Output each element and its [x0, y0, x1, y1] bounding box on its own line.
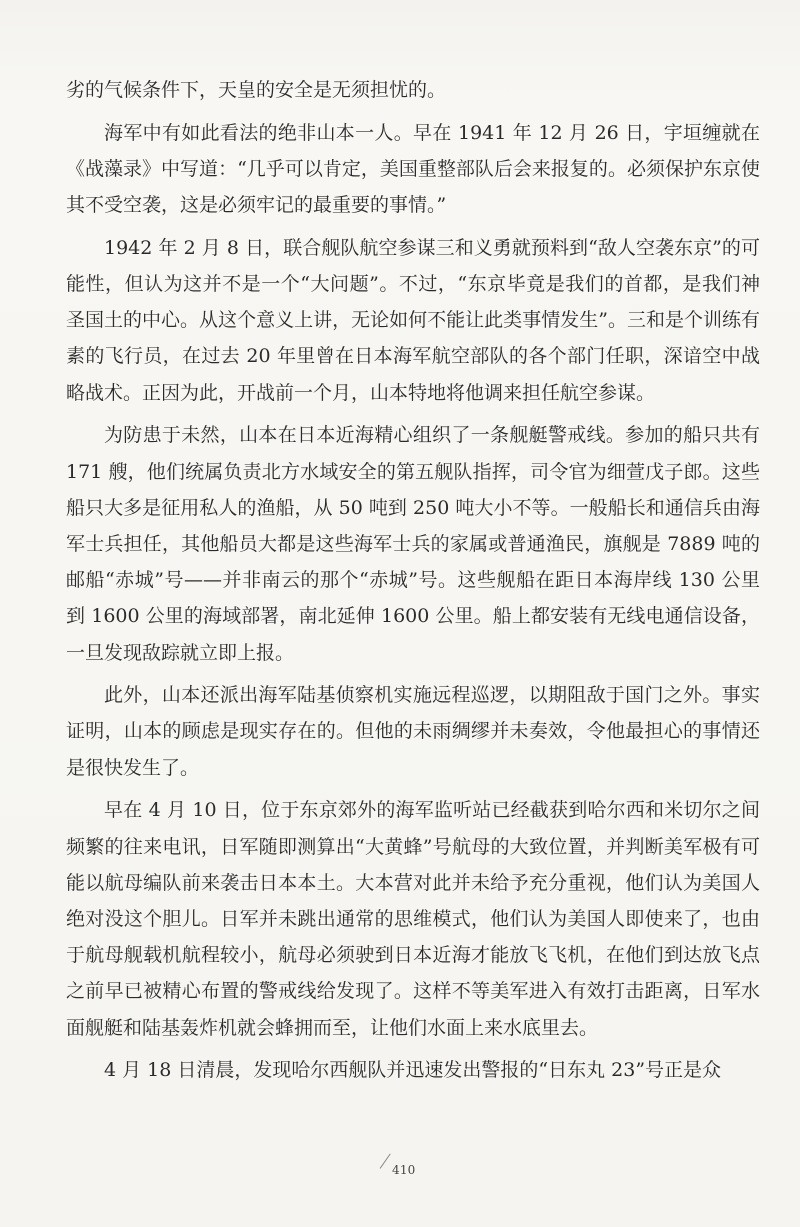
paragraph: 为防患于未然，山本在日本近海精心组织了一条舰艇警戒线。参加的船只共有 171 艘，他们统属负责北方水域安全的第五舰队指挥，司令官为细萱戊子郎。这些船只大多是征用私人的渔船，从 50 吨到 250 吨大小不等。一般船长和通信兵由海军士兵担任，其他船员大都是这些海军士兵的家属或普通渔民，旗舰是 7889 吨的邮船“赤城”号——并非南云的那个“赤城”号。这些舰船在距日本海岸线 130 公里到 1600 公里的海域部署，南北延伸 1600 公里。船上都安装有无线电通信设备，一旦发现敌踪就立即上报。 — [66, 424, 760, 664]
paragraph: 此外，山本还派出海军陆基侦察机实施远程巡逻，以期阻敌于国门之外。事实证明，山本的顾虑是现实存在的。但他的未雨绸缪并未奏效，令他最担心的事情还是很快发生了。 — [66, 684, 760, 779]
paragraph: 早在 4 月 10 日，位于东京郊外的海军监听站已经截获到哈尔西和米切尔之间频繁的往来电讯，日军随即测算出“大黄蜂”号航母的大致位置，并判断美军极有可能以航母编队前来袭击日本本土。大本营对此并未给予充分重视，他们认为美国人绝对没这个胆儿。日军并未跳出通常的思维模式，他们认为美国人即使来了，也由于航母舰载机航程较小，航母必须驶到日本近海才能放飞飞机，在他们到达放飞点之前早已被精心布置的警戒线给发现了。这样不等美军进入有效打击距离，日军水面舰艇和陆基轰炸机就会蜂拥而至，让他们水面上来水底里去。 — [66, 799, 760, 1039]
body-text — [66, 72, 760, 1095]
paragraph: 1942 年 2 月 8 日，联合舰队航空参谋三和义勇就预料到“敌人空袭东京”的可能性，但认为这并不是一个“大问题”。不过，“东京毕竟是我们的首都，是我们神圣国土的中心。从这个意义上讲，无论如何不能让此类事情发生”。三和是个训练有素的飞行员，在过去 20 年里曾在日本海军航空部队的各个部门任职，深谙空中战略战术。正因为此，开战前一个月，山本特地将他调来担任航空参谋。 — [66, 236, 760, 404]
paragraph: 4 月 18 日清晨，发现哈尔西舰队并迅速发出警报的“日东丸 23”号正是众 — [104, 1059, 722, 1082]
page-number: 410 — [392, 1163, 416, 1177]
page-number-slash — [380, 1153, 391, 1168]
paragraph: 海军中有如此看法的绝非山本一人。早在 1941 年 12 月 26 日，宇垣缠就在《战藻录》中写道：“几乎可以肯定，美国重整部队后会来报复的。必须保护东京使其不受空袭，这是必须牢记的最重要的事情。” — [66, 121, 760, 217]
paragraph: 劣的气候条件下，天皇的安全是无须担忧的。 — [66, 79, 447, 101]
